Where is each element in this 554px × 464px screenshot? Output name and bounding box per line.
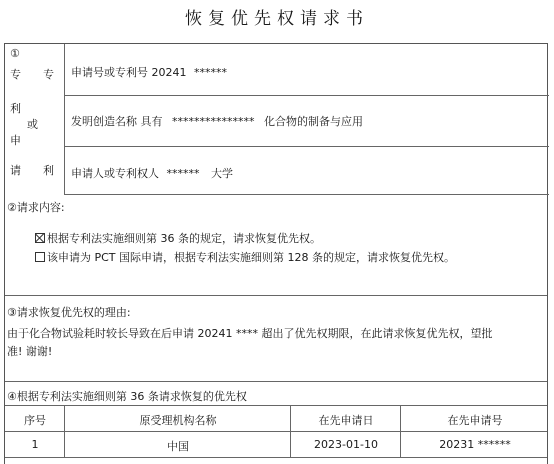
- col-header-filing-date: 在先申请日: [318, 414, 374, 427]
- section1-marker: ①: [10, 47, 20, 60]
- reason-heading: ③请求恢复优先权的理由:: [7, 306, 131, 319]
- invention-name-prefix: 具有: [140, 115, 163, 128]
- reason-line-1: 由于化合物试验耗时较长导致在后申请 20241 **** 超出了优先权期限，在此请求恢复优先权，望批: [7, 327, 493, 340]
- application-number-label: 申请号或专利号: [71, 66, 148, 79]
- priority-heading: ④根据专利法实施细则第 36 条请求恢复的优先权: [7, 390, 247, 403]
- row-filing-date-cell: 2023-01-10: [314, 438, 378, 451]
- col-header-number: 序号: [24, 414, 46, 427]
- applicant-cell: [65, 147, 549, 195]
- invention-name-mask: ***************: [172, 115, 255, 128]
- applicant-mask: ******: [166, 167, 200, 180]
- reason-line-2: 准! 谢谢!: [7, 345, 53, 358]
- applicant-label: 申请人或专利权人: [71, 167, 159, 180]
- patent-or-application-label-cell: [5, 44, 65, 195]
- side-label-7: 利: [43, 164, 54, 177]
- applicant-suffix: 大学: [211, 167, 233, 180]
- request-content-section: [5, 195, 547, 296]
- checkbox-empty-icon[interactable]: [35, 252, 45, 262]
- side-label-5: 申: [10, 134, 21, 147]
- side-label-2: 专: [43, 68, 54, 81]
- application-number-value: 20241: [151, 66, 187, 79]
- side-label-4: 或: [27, 118, 38, 131]
- table-divider: [290, 406, 291, 458]
- col-header-application-number: 在先申请号: [447, 414, 503, 427]
- col-header-office: 原受理机构名称: [139, 414, 217, 427]
- application-number-cell: [65, 44, 549, 96]
- option-pct-rule128-text: 该申请为 PCT 国际申请，根据专利法实施细则第 128 条的规定，请求恢复优先权。: [47, 251, 456, 264]
- side-label-1: 专: [10, 68, 21, 81]
- row-application-number-cell: 20231 ******: [439, 438, 511, 451]
- side-label-3: 利: [10, 102, 21, 115]
- table-divider: [400, 406, 401, 458]
- invention-name-suffix: 化合物的制备与应用: [264, 115, 363, 128]
- option-pct-rule128[interactable]: [35, 249, 455, 265]
- row-number-cell: 1: [31, 438, 39, 451]
- request-content-heading: ②请求内容:: [7, 201, 65, 214]
- table-divider: [64, 406, 65, 458]
- table-row: [5, 432, 547, 458]
- request-form: [4, 43, 548, 464]
- invention-name-label: 发明创造名称: [71, 115, 137, 128]
- invention-name-cell: [65, 96, 549, 147]
- checkbox-checked-icon[interactable]: [35, 233, 45, 243]
- option-rule36-text: 根据专利法实施细则第 36 条的规定，请求恢复优先权。: [47, 232, 321, 245]
- option-rule36[interactable]: [35, 230, 321, 246]
- application-number-mask: ******: [194, 66, 227, 79]
- reason-section: [5, 296, 547, 382]
- row-office-cell: 中国: [167, 440, 189, 453]
- priority-table-header: [5, 406, 547, 432]
- side-label-6: 请: [10, 164, 21, 177]
- priority-heading-row: [5, 382, 547, 406]
- document-title: 恢复优先权请求书: [185, 9, 369, 29]
